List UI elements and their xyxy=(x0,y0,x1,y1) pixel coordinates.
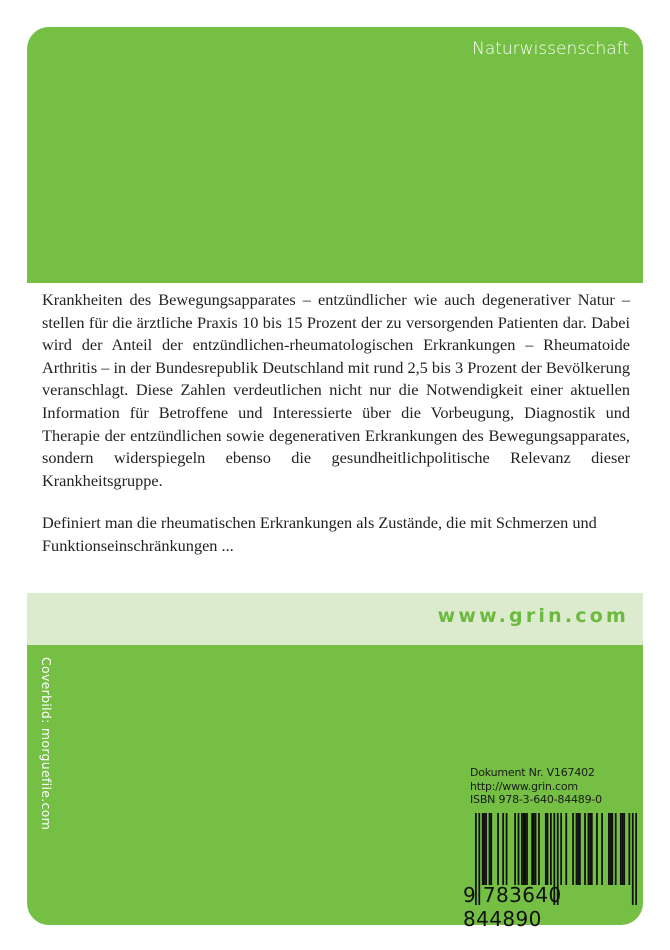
barcode-bar xyxy=(576,813,578,885)
barcode-digits: 9 783640 844890 xyxy=(463,883,562,931)
document-number: Dokument Nr. V167402 xyxy=(470,766,595,779)
barcode-bar xyxy=(560,813,562,885)
barcode-bar xyxy=(523,813,525,885)
cover-credit: Coverbild: morguefile.com xyxy=(39,657,54,831)
barcode-bar xyxy=(591,813,593,885)
barcode-bar xyxy=(545,813,547,885)
barcode-bar xyxy=(550,813,552,885)
barcode-bar xyxy=(610,813,612,885)
barcode-bar xyxy=(514,813,516,885)
publisher-url[interactable]: www.grin.com xyxy=(437,605,629,627)
top-green-panel xyxy=(27,27,643,283)
barcode-bar xyxy=(538,813,540,885)
barcode-bar xyxy=(611,813,613,885)
isbn: ISBN 978-3-640-84489-0 xyxy=(470,793,602,806)
barcode-bar xyxy=(620,813,622,885)
bottom-green-panel xyxy=(27,645,643,931)
barcode-bar xyxy=(490,813,492,885)
barcode-bar xyxy=(535,813,537,885)
blurb-paragraph-1: Krankheiten des Bewegungsapparates – entzündlicher wie auch degenerativer Natur – stellen für die ärztliche Praxis 10 bis 15 Prozent der zu versorgenden Patienten dar. Dabei wird der Anteil der entzündlichen-rheumatologischen Erkrankungen – Rheumatoide Arthritis – in der Bundesrepublik Deutschland mit rund 2,5 bis 3 Prozent der Bevölkerung veranschlagt. Diese Zahlen verdeutlichen nicht nur die Notwendigkeit einer aktuellen Information für Betroffene und Interessierte über die Vorbeugung, Diagnostik und Therapie der entzündlichen sowie degenerativen Erkrankungen des Bewegungsapparates, sondern widerspiegeln ebenso die gesundheitlichpolitische Relevanz dieser Krankheitsgruppe. xyxy=(42,290,630,490)
category-label: Naturwissenschaft xyxy=(472,39,629,59)
barcode-bar xyxy=(524,813,526,885)
publisher-band xyxy=(27,593,643,645)
barcode-bar xyxy=(588,813,590,885)
barcode-bar xyxy=(497,813,499,885)
barcode-bar xyxy=(589,813,591,885)
barcode-bar xyxy=(623,813,625,885)
barcode-bar xyxy=(533,813,535,885)
barcode-bar xyxy=(565,813,567,885)
barcode-bar xyxy=(485,813,487,885)
blurb-text xyxy=(42,289,630,578)
barcode-bar xyxy=(572,813,574,885)
document-info xyxy=(470,766,602,807)
barcode-bar xyxy=(518,813,520,885)
barcode-bar xyxy=(482,813,484,885)
barcode-bar xyxy=(615,813,617,885)
blurb-paragraph-2: Definiert man die rheumatischen Erkrankungen als Zustände, die mit Schmerzen und Funktionseinschränkungen ... xyxy=(42,513,597,555)
barcode-bar xyxy=(584,813,586,885)
barcode-bar xyxy=(521,813,523,885)
barcode-bar xyxy=(526,813,528,885)
barcode-bar xyxy=(484,813,486,885)
barcode-bar xyxy=(489,813,491,885)
barcode-bar xyxy=(579,813,581,885)
barcode-bar xyxy=(596,813,598,885)
website[interactable]: http://www.grin.com xyxy=(470,779,578,793)
barcode-bar xyxy=(577,813,579,885)
barcode-bar xyxy=(601,813,603,885)
barcode-bar xyxy=(531,813,533,885)
barcode-bar xyxy=(628,813,630,885)
barcode-bar xyxy=(622,813,624,885)
barcode-bar xyxy=(608,813,610,885)
barcode-bar xyxy=(506,813,508,885)
barcode-bar xyxy=(547,813,549,885)
barcode-bar xyxy=(502,813,504,885)
